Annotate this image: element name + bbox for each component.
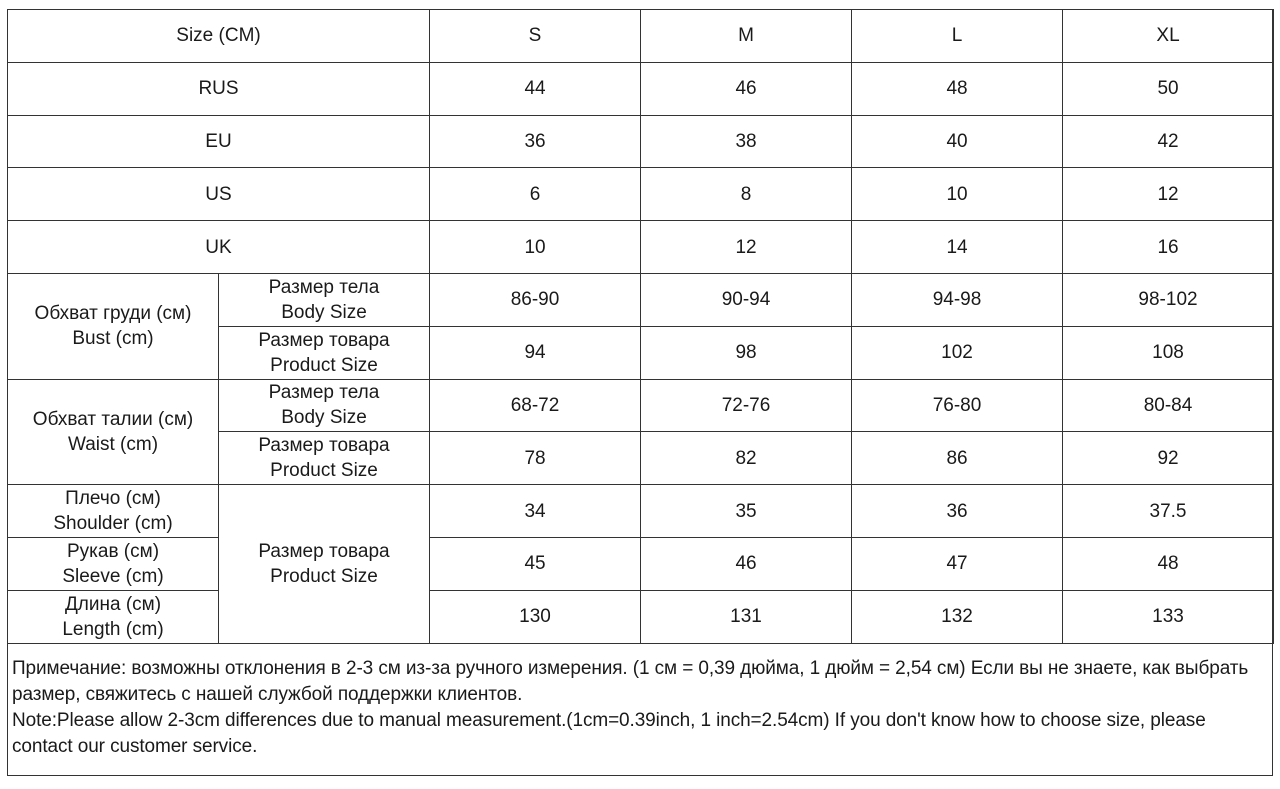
- table-row-sleeve: [8, 537, 1274, 590]
- bust-label-en: Bust (cm): [72, 328, 154, 350]
- table-cell: 90-94: [641, 273, 852, 326]
- table-cell: 48: [1063, 537, 1274, 590]
- shoulder-label-ru: Плечо (см): [65, 488, 161, 510]
- table-row-eu: [8, 115, 1274, 168]
- shoulder-label-en: Shoulder (cm): [53, 513, 173, 535]
- measure-type-label: [219, 379, 430, 432]
- table-cell: 102: [852, 326, 1063, 379]
- size-header-s: S: [430, 10, 641, 63]
- table-cell: 6: [430, 168, 641, 221]
- table-cell: 42: [1063, 115, 1274, 168]
- table-cell: 8: [641, 168, 852, 221]
- table-cell: 10: [430, 221, 641, 274]
- table-cell: 47: [852, 537, 1063, 590]
- table-cell: 50: [1063, 62, 1274, 115]
- table-cell: 12: [641, 221, 852, 274]
- table-cell: 132: [852, 590, 1063, 643]
- measure-type-label: [219, 485, 430, 643]
- table-cell: 38: [641, 115, 852, 168]
- sleeve-label: [8, 537, 219, 590]
- measure-type-en: Product Size: [270, 460, 378, 482]
- table-cell: 133: [1063, 590, 1274, 643]
- table-cell: 68-72: [430, 379, 641, 432]
- table-cell: 86-90: [430, 273, 641, 326]
- table-row-uk: [8, 221, 1274, 274]
- table-cell: 72-76: [641, 379, 852, 432]
- table-row-length: [8, 590, 1274, 643]
- header-row: [8, 10, 1274, 63]
- sleeve-label-ru: Рукав (см): [66, 540, 160, 562]
- measurement-note: [12, 656, 1267, 760]
- size-chart-table: [7, 9, 1274, 644]
- row-label: RUS: [8, 62, 430, 115]
- length-label-en: Length (cm): [62, 618, 164, 640]
- table-cell: 35: [641, 485, 852, 538]
- table-cell: 86: [852, 432, 1063, 485]
- shoulder-label: [8, 485, 219, 538]
- table-cell: 36: [430, 115, 641, 168]
- note-en: Note:Please allow 2-3cm differences due to manual measurement.(1cm=0.39inch, 1 inch=2.54cm) If you don't know how to choose size, please contact our customer service.: [12, 710, 1206, 757]
- measure-type-ru: Размер товара: [258, 540, 390, 562]
- table-cell: 46: [641, 537, 852, 590]
- measure-type-ru: Размер товара: [258, 435, 390, 457]
- bust-label-ru: Обхват груди (см): [34, 303, 192, 325]
- table-cell: 12: [1063, 168, 1274, 221]
- measure-type-ru: Размер тела: [268, 276, 380, 298]
- table-cell: 46: [641, 62, 852, 115]
- length-label-ru: Длина (см): [64, 593, 162, 615]
- measure-type-label: [219, 273, 430, 326]
- length-label: [8, 590, 219, 643]
- table-cell: 76-80: [852, 379, 1063, 432]
- table-cell: 78: [430, 432, 641, 485]
- row-label: US: [8, 168, 430, 221]
- measure-type-label: [219, 432, 430, 485]
- measure-type-en: Product Size: [270, 565, 378, 587]
- table-row-rus: [8, 62, 1274, 115]
- size-header-l: L: [852, 10, 1063, 63]
- table-row-waist-body: [8, 379, 1274, 432]
- table-cell: 10: [852, 168, 1063, 221]
- table-cell: 37.5: [1063, 485, 1274, 538]
- table-cell: 130: [430, 590, 641, 643]
- measure-type-label: [219, 326, 430, 379]
- table-cell: 92: [1063, 432, 1274, 485]
- measure-type-en: Body Size: [281, 301, 367, 323]
- row-label: UK: [8, 221, 430, 274]
- size-header-m: M: [641, 10, 852, 63]
- table-cell: 16: [1063, 221, 1274, 274]
- waist-label-en: Waist (cm): [67, 433, 159, 455]
- table-cell: 80-84: [1063, 379, 1274, 432]
- table-cell: 131: [641, 590, 852, 643]
- waist-label-ru: Обхват талии (см): [32, 408, 194, 430]
- table-row-shoulder: [8, 485, 1274, 538]
- table-cell: 108: [1063, 326, 1274, 379]
- table-cell: 94: [430, 326, 641, 379]
- note-ru: Примечание: возможны отклонения в 2-3 см из-за ручного измерения. (1 см = 0,39 дюйма, 1 дюйм = 2,54 см) Если вы не знаете, как выбрать размер, свяжитесь с нашей службой поддержки клиентов.: [12, 658, 1249, 705]
- size-header-xl: XL: [1063, 10, 1274, 63]
- waist-label: [8, 379, 219, 485]
- measure-type-en: Product Size: [270, 354, 378, 376]
- table-cell: 14: [852, 221, 1063, 274]
- measure-type-en: Body Size: [281, 407, 367, 429]
- table-cell: 34: [430, 485, 641, 538]
- table-cell: 44: [430, 62, 641, 115]
- table-cell: 36: [852, 485, 1063, 538]
- measure-type-ru: Размер тела: [268, 382, 380, 404]
- table-cell: 98-102: [1063, 273, 1274, 326]
- sleeve-label-en: Sleeve (cm): [62, 565, 164, 587]
- table-cell: 48: [852, 62, 1063, 115]
- table-cell: 82: [641, 432, 852, 485]
- table-cell: 40: [852, 115, 1063, 168]
- table-cell: 45: [430, 537, 641, 590]
- measure-type-ru: Размер товара: [258, 329, 390, 351]
- row-label: EU: [8, 115, 430, 168]
- size-label-header: Size (CM): [8, 10, 430, 63]
- table-cell: 98: [641, 326, 852, 379]
- table-cell: 94-98: [852, 273, 1063, 326]
- bust-label: [8, 273, 219, 379]
- table-row-bust-body: [8, 273, 1274, 326]
- table-row-us: [8, 168, 1274, 221]
